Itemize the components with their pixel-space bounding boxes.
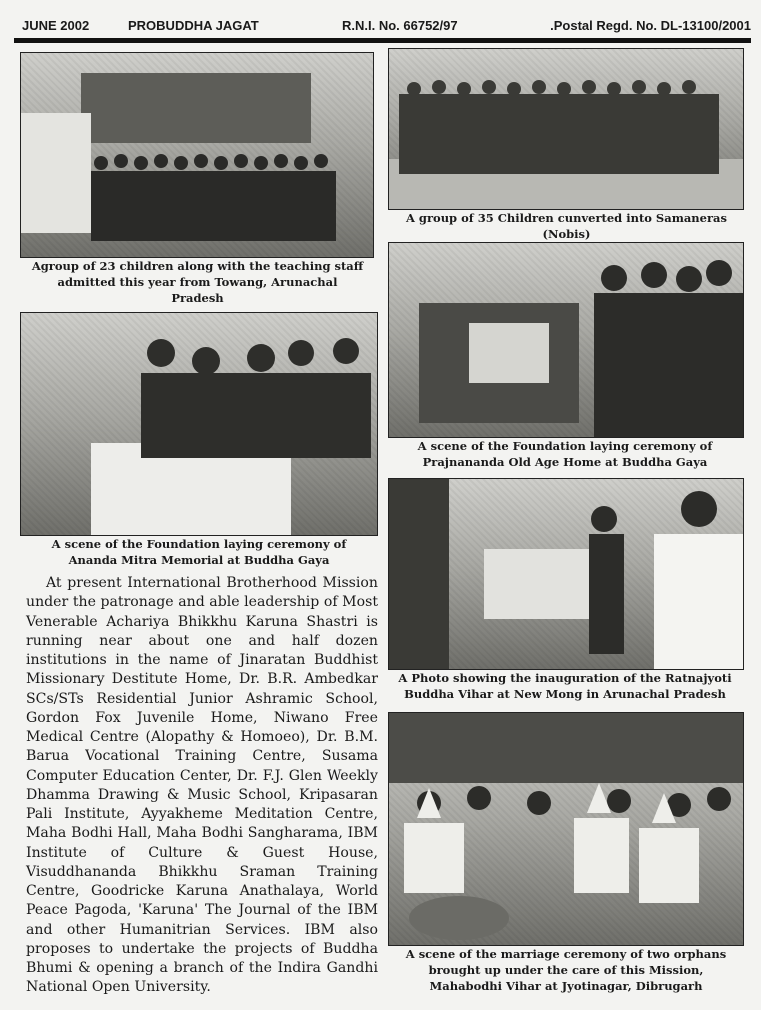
caption-photo-5: A Photo showing the inauguration of the Ratnajyoti Buddha Vihar at New Mong in Arunachal Pradesh xyxy=(398,671,732,701)
header-rule xyxy=(14,38,751,43)
article-body xyxy=(26,574,378,998)
marriage-photo-illustration xyxy=(389,713,743,945)
caption-photo-2: A group of 35 Children cunverted into Samaneras (Nobis) xyxy=(406,211,727,241)
group-photo-illustration xyxy=(21,53,373,257)
article-paragraph: At present International Brotherhood Mission under the patronage and able leadership of Most Venerable Achariya Bhikkhu Karuna Shastri is running near about one and half dozen institutions in the name of Jinaratan Buddhist Missionary Destitute Home, Dr. B.R. Ambedkar SCs/STs Residential Junior Ashramic School, Gordon Fox Juvenile Home, Niwano Free Medical Centre (Alopathy & Homoeo), Dr. B.M. Barua Vocational Training Centre, Susama Computer Education Center, Dr. F.J. Glen Weekly Dhamma Drawing & Music School, Kripasaran Pali Institute, Ayyakheme Meditation Centre, Maha Bodhi Hall, Maha Bodhi Sangharama, IBM Institute of Culture & Guest House, Visuddhananda Bhikkhu Sraman Training Centre, Goodricke Karuna Anathalaya, World Peace Pagoda, 'Karuna' The Journal of the IBM and other Humanitrian Services. IBM also proposes to undertake the projects of Buddha Bhumi & opening a branch of the Indira Gandhi National Open University. xyxy=(26,575,378,996)
plaque-photo-illustration xyxy=(389,243,743,437)
samaneras-photo-illustration xyxy=(389,49,743,209)
inauguration-photo-illustration xyxy=(389,479,743,669)
photo-ananda-mitra xyxy=(20,312,378,536)
page-header xyxy=(10,14,751,36)
caption-photo-4: A scene of the Foundation laying ceremony of Prajnananda Old Age Home at Buddha Gaya xyxy=(417,439,713,469)
photo-ratnajyoti xyxy=(388,478,744,670)
photo-prajnananda xyxy=(388,242,744,438)
photo-samaneras xyxy=(388,48,744,210)
publication-name: PROBUDDHA JAGAT xyxy=(128,18,259,33)
caption-photo-3: A scene of the Foundation laying ceremony of Ananda Mitra Memorial at Buddha Gaya xyxy=(51,537,347,567)
photo-children-towang xyxy=(20,52,374,258)
rni-number: R.N.I. No. 66752/97 xyxy=(342,18,458,33)
caption-photo-1: Agroup of 23 children along with the teaching staff admitted this year from Towang, Arunachal Pradesh xyxy=(31,259,364,305)
issue-date: JUNE 2002 xyxy=(22,18,90,33)
photo-marriage xyxy=(388,712,744,946)
foundation-photo-illustration xyxy=(21,313,377,535)
caption-photo-6: A scene of the marriage ceremony of two orphans brought up under the care of this Mission, Mahabodhi Vihar at Jyotinagar, Dibrugarh xyxy=(405,947,727,993)
postal-registration: .Postal Regd. No. DL-13100/2001 xyxy=(550,18,751,33)
